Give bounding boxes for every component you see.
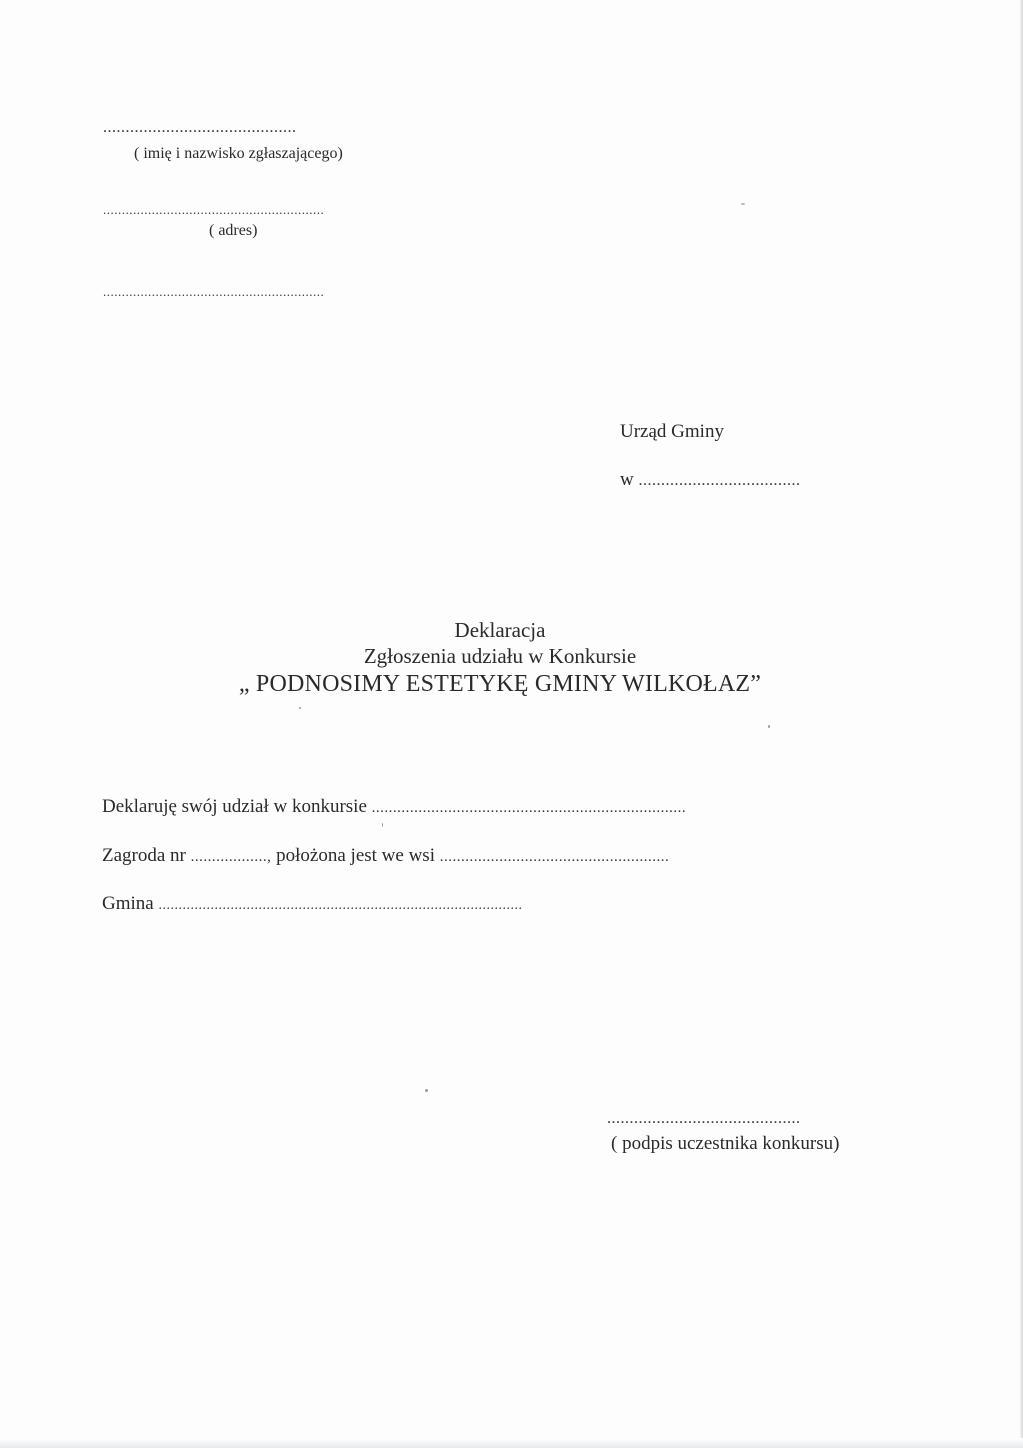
title-line-3: „ PODNOSIMY ESTETYKĘ GMINY WILKOŁAZ” [238,671,762,697]
scan-speck [768,725,770,728]
title-line-2: Zgłoszenia udziału w Konkursie [363,644,637,668]
farm-label: Zagroda nr [102,845,186,866]
recipient-w-label: w [620,469,634,490]
signature-caption: ( podpis uczestnika konkursu) [611,1133,840,1154]
title-line-1: Deklaracja [454,618,546,642]
scan-speck [299,707,301,709]
address-fill-line: ........................................................... [103,202,325,217]
document-title [0,617,1000,699]
declare-dots: .......................................................................... [371,800,687,816]
signature-fill-line: ........................................... [607,1110,801,1127]
scan-speck [382,823,383,827]
village-dots: ...................................................... [439,849,670,865]
recipient-location-line [620,469,800,491]
scan-speck [425,1089,428,1092]
address-caption: ( adres) [209,222,258,239]
farm-line [102,845,669,867]
declare-line [102,796,686,818]
scan-edge-bottom [0,1438,1023,1448]
scan-speck [741,203,745,205]
declare-label: Deklaruję swój udział w konkursie [102,796,367,817]
address-fill-line-2: ........................................................... [103,284,325,299]
gmina-label: Gmina [102,893,154,914]
farm-number-dots: .................., [190,849,272,865]
located-label: położona jest we wsi [276,845,435,866]
recipient-w-dots: .................................... [638,472,801,489]
gmina-line [102,893,522,915]
name-fill-line: ........................................... [103,119,297,136]
name-caption: ( imię i nazwisko zgłaszającego) [134,145,343,162]
recipient-office: Urząd Gminy [620,421,724,442]
gmina-dots: ........................................................................................... [158,898,523,913]
